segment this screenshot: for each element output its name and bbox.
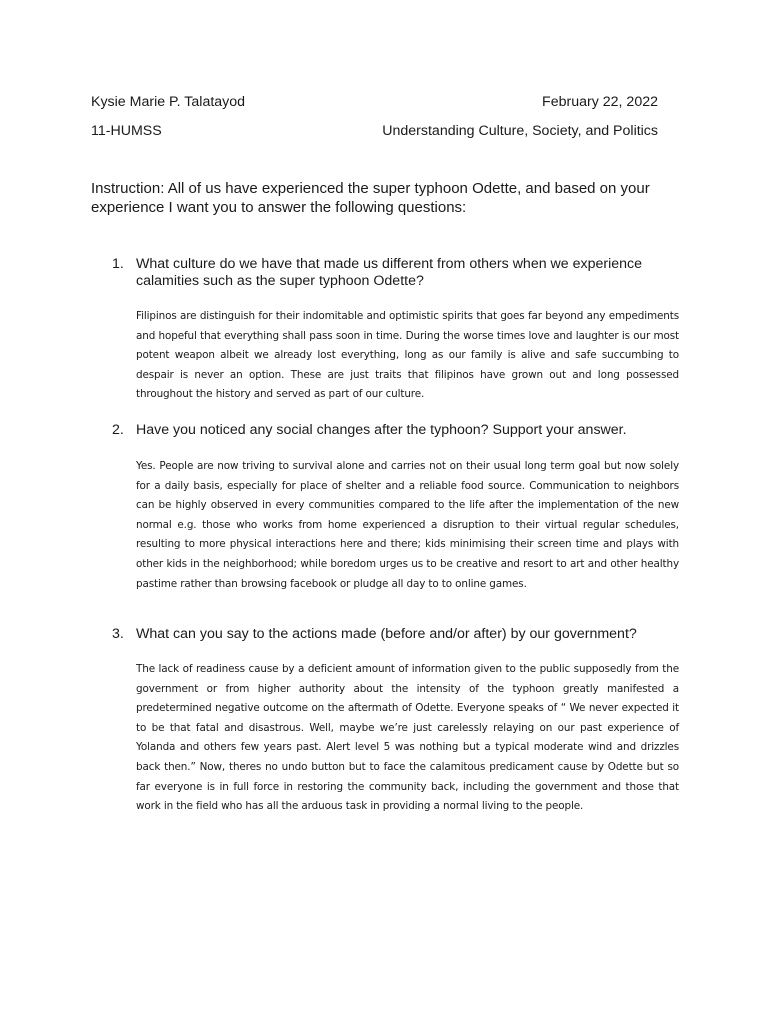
instruction-text: Instruction: All of us have experienced the super typhoon Odette, and based on your experience I want you to answer the following questions: (91, 180, 650, 216)
answer-1: Filipinos are distinguish for their indomitable and optimistic spirits that goes far beyond any empediments and hopeful that everything shall pass soon in time. During the worse times love and laughter is our most potent weapon albeit we already lost everything, long as our family is alive and safe succumbing to despair is never an option. These are just traits that filipinos have grown out and long possessed throughout the history and served as part of our culture. (136, 310, 679, 401)
question-number: 2. (112, 422, 124, 438)
answer-3: The lack of readiness cause by a deficient amount of information given to the public supposedly from the government or from higher authority about the intensity of the typhoon greatly manifested a predetermined negative outcome on the aftermath of Odette. Everyone speaks of “ We never expected it to be that fatal and disastrous. Well, maybe we’re just carelessly relaying on our past experience of Yolanda and others few years past. Alert level 5 was nothing but a typical moderate wind and drizzles back then.” Now, theres no undo button but to face the calamitous predicament cause by Odette but so far everyone is in full force in restoring the community back, including the government and those that work in the field who has all the arduous task in providing a normal living to the people. (136, 663, 679, 813)
question-1 (112, 256, 672, 290)
subject-title: Understanding Culture, Society, and Politics (382, 123, 658, 139)
question-2 (112, 422, 672, 439)
document-date: February 22, 2022 (542, 94, 658, 110)
question-text: What can you say to the actions made (before and/or after) by our government? (136, 626, 637, 642)
question-text: Have you noticed any social changes after the typhoon? Support your answer. (136, 422, 627, 438)
student-name: Kysie Marie P. Talatayod (91, 94, 246, 110)
question-3 (112, 626, 672, 643)
student-section: 11-HUMSS (91, 123, 162, 139)
question-number: 3. (112, 626, 124, 642)
question-text: What culture do we have that made us different from others when we experience calamities such as the super typhoon Odette? (136, 256, 643, 289)
answer-2: Yes. People are now triving to survival alone and carries not on their usual long term goal but now solely for a daily basis, especially for place of shelter and a reliable food source. Communication to neighbors can be highly observed in every communities compared to the life after the implementation of the new normal e.g. those who works from home experienced a disruption to their virtual regular schedules, resulting to more physical interactions here and there; kids minimising their screen time and plays with other kids in the neighborhood; while boredom urges us to be creative and resort to art and other healthy pastime rather than browsing facebook or pludge all day to to online games. (136, 460, 679, 590)
question-number: 1. (112, 256, 124, 272)
